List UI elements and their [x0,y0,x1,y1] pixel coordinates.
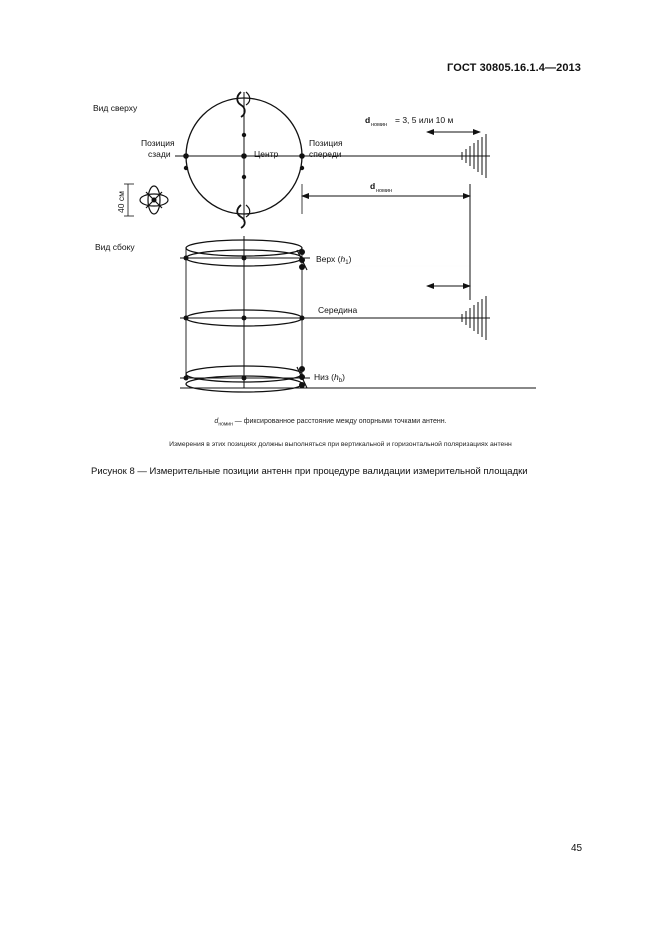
side-view-label: Вид сбоку [95,242,135,252]
page-number: 45 [571,843,583,854]
center-label: Центр [254,149,279,159]
top-view-label: Вид сверху [93,103,138,113]
figure-caption: Рисунок 8 — Измерительные позиции антенн при процедуре валидации измерительной площадки [91,466,528,477]
d-nominal-subscript-2: номин [376,188,392,194]
d-nominal-values: = 3, 5 или 10 м [395,115,454,125]
back-lower-dot [184,166,188,170]
top-height-label: Верх $(h_1)$ [316,254,352,266]
receive-antenna-top-icon [460,134,490,178]
back-position-label-2: сзади [148,149,171,159]
center-position-dot [241,153,247,159]
front-lower-dot [300,166,304,170]
d-nominal-subscript: номин [371,122,387,128]
measurement-note: Измерения в этих позициях должны выполняться при вертикальной и горизонтальной поляризациях антенн [169,441,512,448]
back-position-label-1: Позиция [141,138,175,148]
front-position-label-2: спереди [309,149,342,159]
front-position-label-1: Позиция [309,138,343,148]
bottom-height-label: Низ $(h_b)$ [314,372,345,384]
size-label: 40 см [116,191,126,213]
upper-mid-dot [242,133,246,137]
antenna-rosette-icon [140,186,168,214]
d-nominal-symbol-2: d [370,181,376,191]
lower-mid-dot [242,175,246,179]
back-position-dot [183,153,189,159]
front-position-dot [299,153,305,159]
middle-height-label: Середина [318,305,358,315]
receive-antenna-side-icon [460,296,490,340]
d-nominal-symbol: d [365,115,371,125]
d-nominal-definition-note: $d_{номин}$ — фиксированное расстояние между опорными точками антенн. [214,418,447,428]
standard-header: ГОСТ 30805.16.1.4—2013 [447,62,581,74]
top-height-marker [297,249,307,270]
